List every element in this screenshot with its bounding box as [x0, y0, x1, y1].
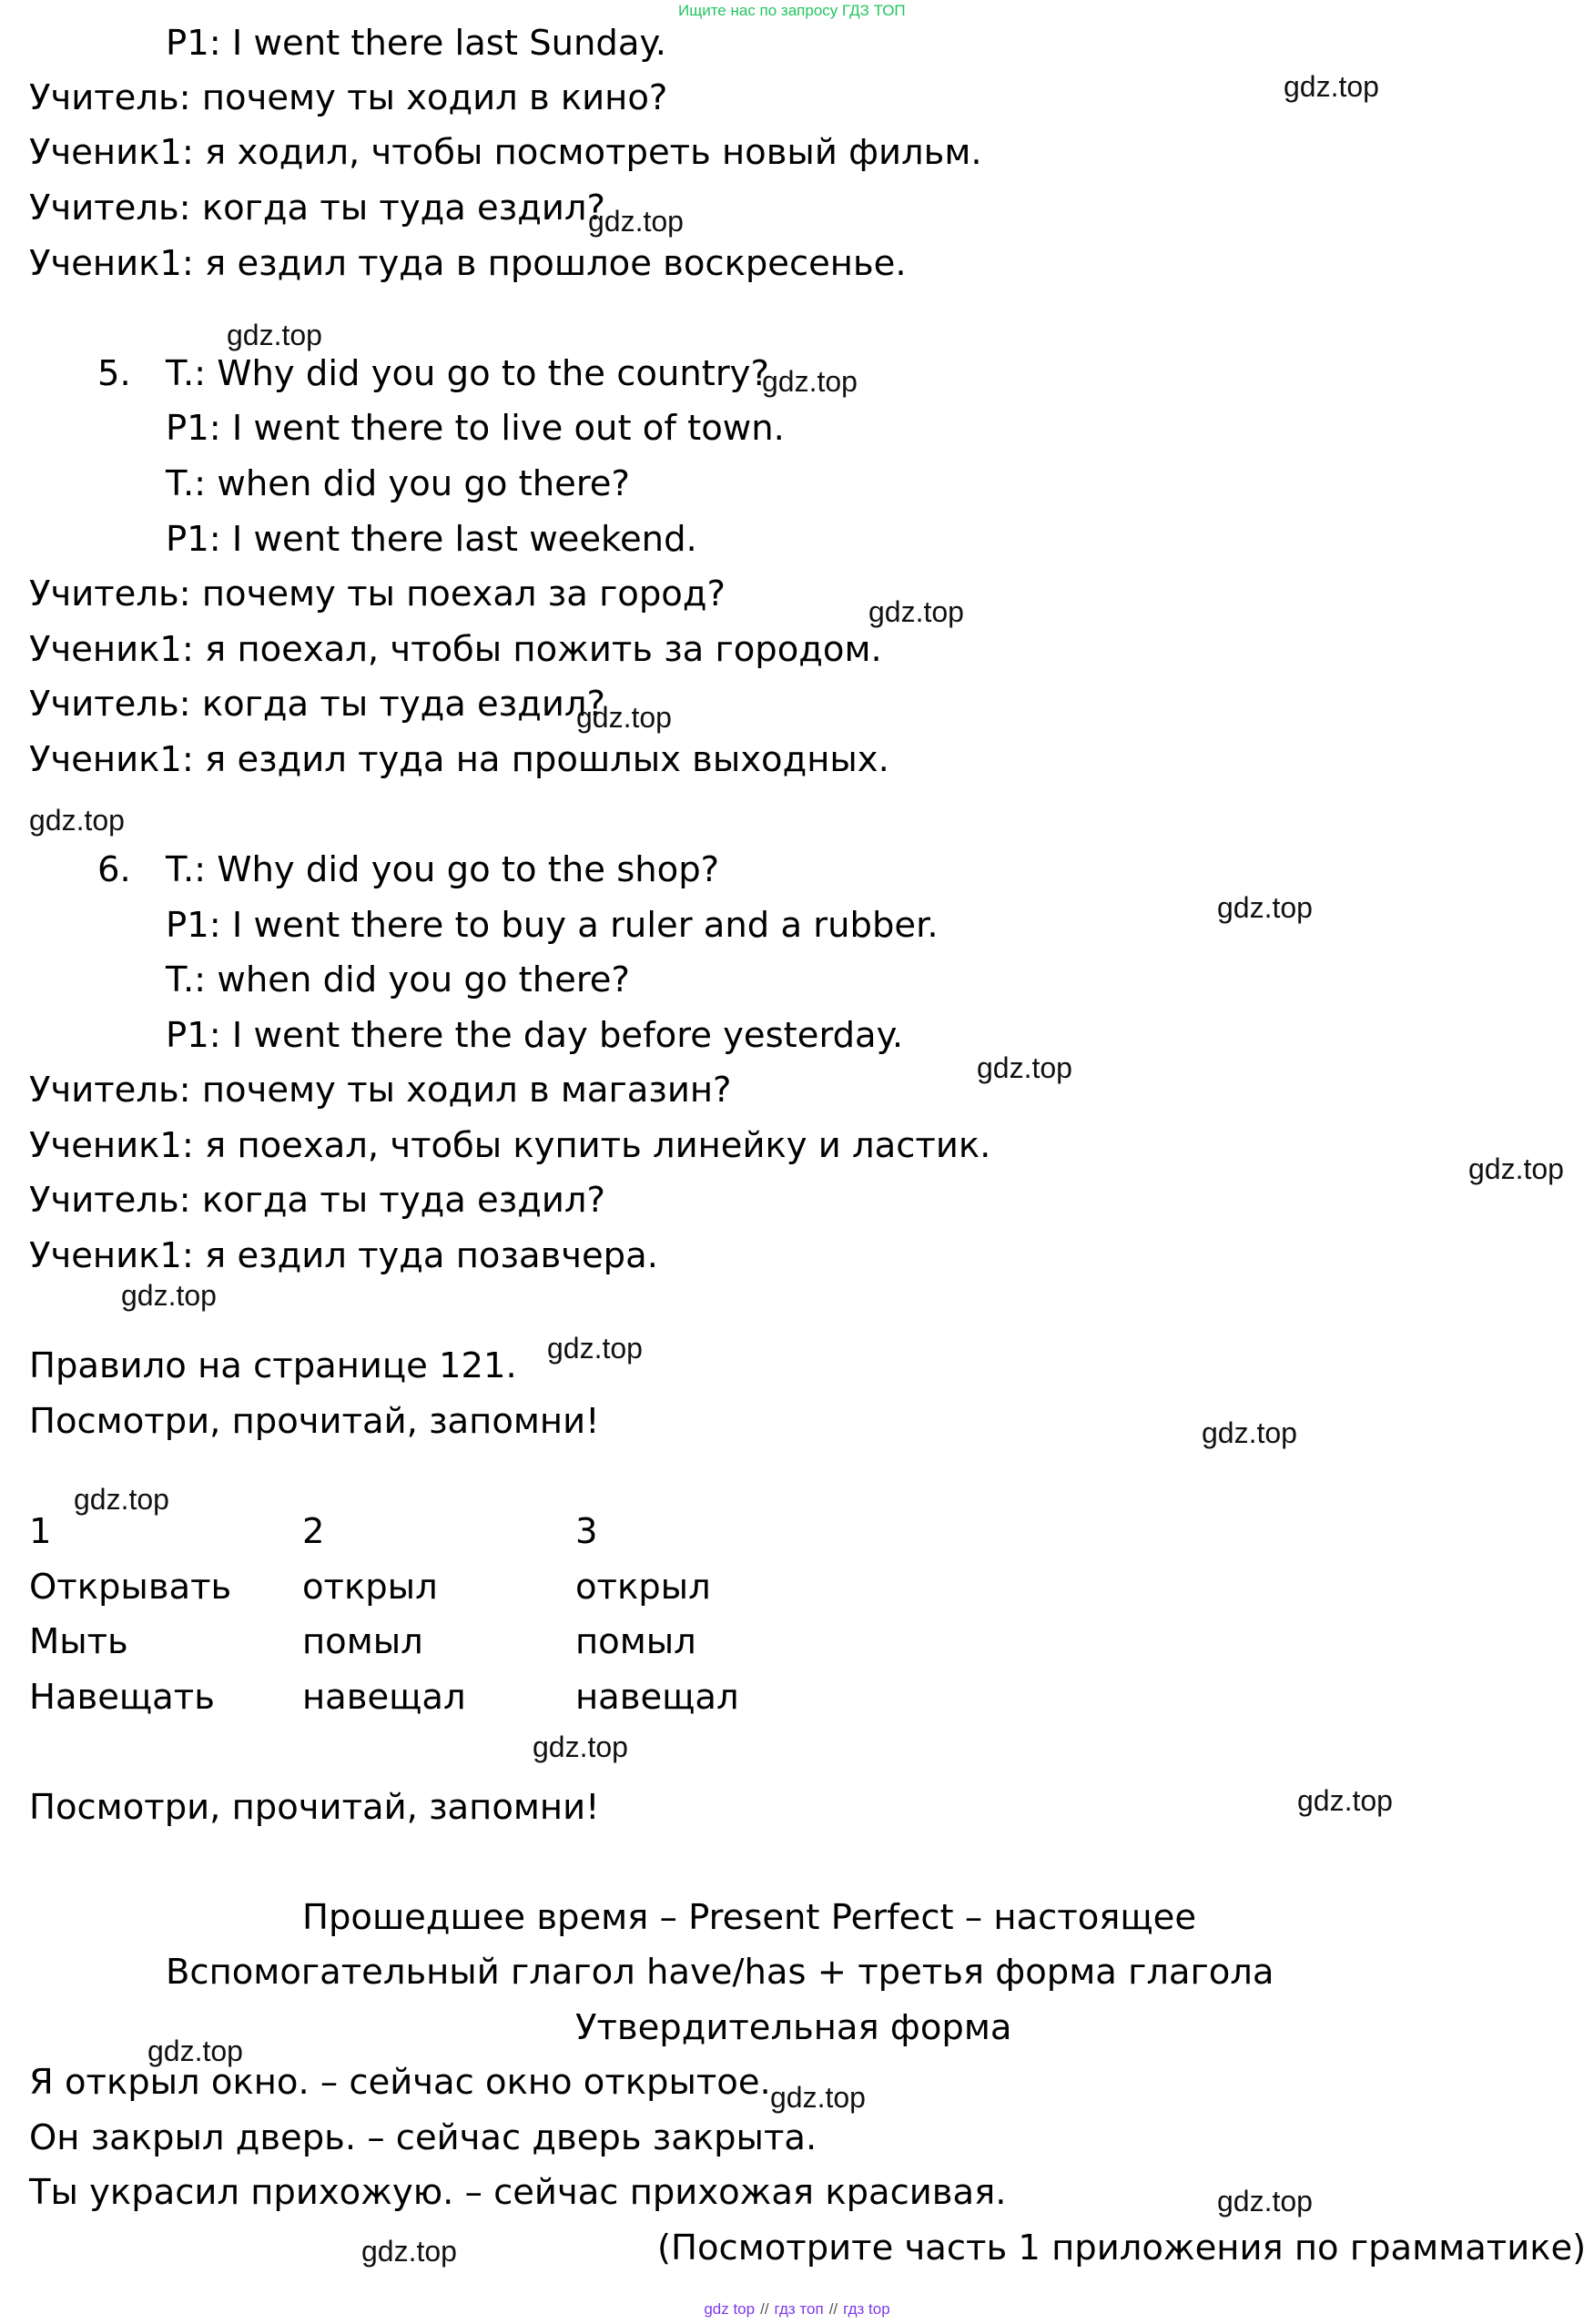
dialog-line-russian: Ученик1: я поехал, чтобы купить линейку и ластик. [29, 1125, 991, 1166]
watermark: gdz.top [1297, 1784, 1393, 1817]
grammar-rule: Вспомогательный глагол have/has + третья форма глагола [166, 1952, 1274, 1993]
watermark: gdz.top [977, 1051, 1072, 1084]
watermark: gdz.top [1202, 1416, 1297, 1449]
dialog-line-english: T.: Why did you go to the country? [166, 353, 769, 394]
watermark: gdz.top [576, 701, 672, 734]
footer-links [0, 2300, 1594, 2319]
table-cell: Навещать [29, 1677, 215, 1718]
footer-link[interactable]: гдз топ [774, 2300, 824, 2318]
table-cell: помыл [302, 1621, 423, 1662]
watermark: gdz.top [1284, 70, 1379, 103]
table-cell: открыл [302, 1567, 438, 1608]
dialog-line-russian: Ученик1: я ездил туда позавчера. [29, 1235, 658, 1276]
dialog-line-english: T.: when did you go there? [166, 959, 630, 1000]
watermark: gdz.top [547, 1332, 643, 1365]
footer-separator: // [760, 2300, 769, 2318]
table-header: 1 [29, 1511, 52, 1552]
dialog-line-russian: Ученик1: я ездил туда на прошлых выходных. [29, 739, 889, 780]
table-cell: навещал [302, 1677, 466, 1718]
watermark: gdz.top [227, 319, 322, 351]
example-sentence: Я открыл окно. – сейчас окно открытое. [29, 2062, 771, 2103]
dialog-line-english: T.: Why did you go to the shop? [166, 849, 720, 890]
dialog-line-english: P1: I went there to live out of town. [166, 408, 785, 449]
dialog-line-russian: Учитель: почему ты ходил в кино? [29, 77, 668, 118]
example-sentence: Он закрыл дверь. – сейчас дверь закрыта. [29, 2117, 817, 2158]
dialog-line-russian: Ученик1: я ездил туда в прошлое воскресенье. [29, 243, 907, 284]
watermark: gdz.top [121, 1279, 217, 1312]
watermark: gdz.top [762, 365, 858, 398]
watermark: gdz.top [533, 1730, 628, 1763]
footer-separator: // [828, 2300, 838, 2318]
table-cell: Мыть [29, 1621, 128, 1662]
dialog-line-russian: Учитель: когда ты туда ездил? [29, 684, 605, 725]
table-header: 2 [302, 1511, 325, 1552]
watermark: gdz.top [868, 595, 964, 628]
watermark: gdz.top [588, 205, 684, 238]
top-banner: Ищите нас по запросу ГДЗ ТОП [678, 2, 906, 19]
item-number-6: 6. [97, 849, 131, 890]
watermark: gdz.top [1217, 891, 1313, 924]
watermark: gdz.top [74, 1483, 169, 1516]
watermark: gdz.top [29, 804, 125, 837]
dialog-line-english: T.: when did you go there? [166, 463, 630, 504]
watermark: gdz.top [147, 2035, 243, 2067]
watermark: gdz.top [1468, 1152, 1564, 1185]
dialog-line-russian: Ученик1: я ходил, чтобы посмотреть новый фильм. [29, 132, 982, 173]
grammar-subheading: Утвердительная форма [575, 2007, 1012, 2048]
dialog-line-english: P1: I went there the day before yesterday. [166, 1015, 904, 1056]
dialog-line-english: P1: I went there last Sunday. [166, 23, 666, 64]
dialog-line-russian: Учитель: почему ты ходил в магазин? [29, 1070, 732, 1111]
watermark: gdz.top [361, 2235, 457, 2268]
table-cell: навещал [575, 1677, 739, 1718]
grammar-appendix-note: (Посмотрите часть 1 приложения по грамматике) [657, 2228, 1587, 2268]
instruction-line: Посмотри, прочитай, запомни! [29, 1401, 600, 1442]
dialog-line-english: P1: I went there last weekend. [166, 519, 697, 560]
grammar-heading: Прошедшее время – Present Perfect – настоящее [302, 1897, 1197, 1938]
table-cell: помыл [575, 1621, 696, 1662]
footer-link[interactable]: гдз top [843, 2300, 890, 2318]
table-cell: Открывать [29, 1567, 232, 1608]
watermark: gdz.top [770, 2081, 866, 2114]
footer-link[interactable]: gdz top [704, 2300, 756, 2318]
instruction-line: Посмотри, прочитай, запомни! [29, 1787, 600, 1828]
dialog-line-russian: Учитель: почему ты поехал за город? [29, 573, 726, 614]
rule-reference: Правило на странице 121. [29, 1345, 517, 1386]
dialog-line-english: P1: I went there to buy a ruler and a rubber. [166, 905, 939, 946]
dialog-line-russian: Ученик1: я поехал, чтобы пожить за городом. [29, 629, 882, 670]
example-sentence: Ты украсил прихожую. – сейчас прихожая красивая. [29, 2172, 1007, 2213]
table-cell: открыл [575, 1567, 711, 1608]
watermark: gdz.top [1217, 2185, 1313, 2217]
item-number-5: 5. [97, 353, 131, 394]
dialog-line-russian: Учитель: когда ты туда ездил? [29, 188, 605, 228]
dialog-line-russian: Учитель: когда ты туда ездил? [29, 1180, 605, 1221]
table-header: 3 [575, 1511, 598, 1552]
